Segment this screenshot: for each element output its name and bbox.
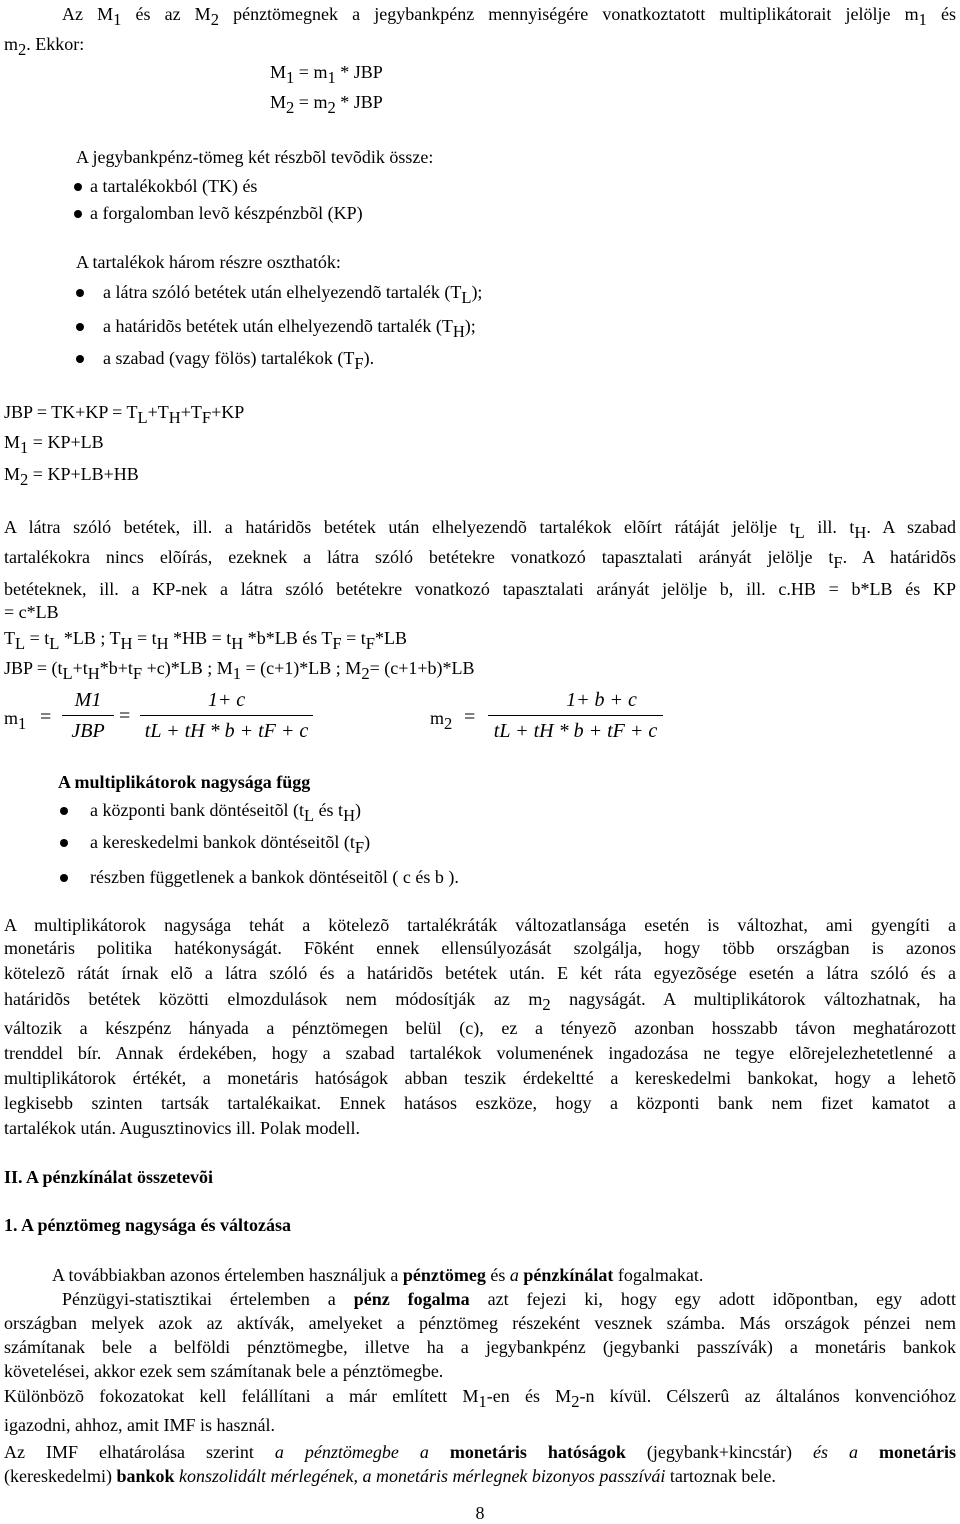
- paragraph-line: [4, 1092, 956, 1114]
- fraction-numerator: 1+ c: [207, 689, 246, 711]
- text-run: számítanak bele a belföldi pénztömegbe, illetve ha a jegybankpénz (jegybanki passzívák) a monetáris bankok: [4, 1337, 956, 1357]
- item-text: a tartalékokból (TK) és: [90, 176, 258, 196]
- subscript: F: [354, 838, 365, 858]
- subscript: 2: [210, 10, 219, 30]
- m2-identity: [4, 463, 139, 490]
- dependence-item: [90, 866, 459, 888]
- text-run: JBP = TK+KP = T: [4, 402, 138, 422]
- text-run: változik a készpénz hányada a pénztömegen belül (c), ez a tényezõ azonban hosszabb távon meghatározott: [4, 1018, 956, 1038]
- fraction-bar: [140, 715, 313, 716]
- m1-identity: [4, 431, 104, 458]
- italic-run: a: [509, 1265, 524, 1285]
- text-run: ): [364, 832, 371, 852]
- paragraph-line: [4, 937, 956, 959]
- base-money-item: [90, 202, 363, 224]
- text-run: A multiplikátorok nagysága tehát a kötelezõ tartalékráták változatlansága esetén is változhat, ami gyengíti a: [4, 915, 956, 935]
- text-run: JBP = (t: [4, 658, 63, 678]
- subscript: L: [794, 523, 805, 543]
- subscript: 2: [361, 664, 370, 684]
- paragraph-line: [62, 1288, 956, 1310]
- subscript: 2: [444, 714, 453, 734]
- text-run: M: [4, 432, 21, 452]
- text-run: és: [485, 1265, 510, 1285]
- subscript: H: [343, 806, 356, 826]
- text-run: a határidõs betétek után elhelyezendõ tartalék (T: [103, 316, 453, 336]
- bold-term: pénzkínálat: [523, 1265, 614, 1285]
- fraction-bar: [488, 715, 663, 716]
- text-run: *b*LB és T: [243, 628, 333, 648]
- text-run: T: [4, 628, 15, 648]
- text-run: a látra szóló betétek után elhelyezendõ tartalék (T: [103, 282, 462, 302]
- ratio-fraction: [62, 688, 114, 743]
- text-run: *LB ; T: [59, 628, 121, 648]
- text-run: = (c+1)*LB ; M: [241, 658, 362, 678]
- fraction-numerator: M1: [74, 689, 102, 711]
- m2-definition: [270, 91, 383, 118]
- text-run: részben függetlenek a bankok döntéseitõl ( c és b ).: [90, 867, 459, 887]
- subscript: 2: [542, 995, 551, 1015]
- subscript: 2: [18, 40, 27, 60]
- subscript: L: [461, 288, 472, 308]
- subscript: F: [132, 664, 143, 684]
- section-heading: II. A pénzkínálat összetevõi: [4, 1167, 214, 1187]
- paragraph-line: [4, 1360, 443, 1382]
- reserves-item: [103, 281, 483, 308]
- text-run: Pénzügyi-statisztikai értelemben a: [62, 1289, 354, 1309]
- fraction-denominator: JBP: [71, 720, 105, 742]
- text-run: fogalmakat.: [613, 1265, 704, 1285]
- paragraph-line: [4, 962, 956, 984]
- dependence-item: [90, 831, 371, 858]
- m1-definition: [270, 61, 383, 88]
- subscript: L: [137, 408, 148, 428]
- paragraph-line: [4, 601, 59, 623]
- italic-run: és a: [813, 1442, 879, 1462]
- paragraph-line: [4, 988, 956, 1015]
- reserves-heading: A tartalékok három részre oszthatók:: [76, 252, 341, 272]
- subscript: H: [120, 634, 133, 654]
- paragraph-line: [4, 516, 956, 543]
- dependence-heading: A multiplikátorok nagysága függ: [58, 772, 311, 792]
- text-run: M: [4, 464, 21, 484]
- subscript: F: [201, 408, 212, 428]
- fraction-denominator: tL + tH * b + tF + c: [493, 720, 658, 742]
- subscript: H: [854, 523, 867, 543]
- text-run: Az M: [62, 4, 114, 24]
- paragraph-line: [4, 1042, 956, 1064]
- text-run: m: [4, 708, 19, 728]
- text-run: = m: [294, 62, 328, 82]
- text-run: +T: [147, 402, 169, 422]
- text-run: tartalékok után. Augusztinovics ill. Polak modell.: [4, 1118, 360, 1138]
- bullet-icon: [74, 210, 82, 218]
- text-run: = c*LB: [4, 602, 59, 622]
- totals-equation: [4, 657, 475, 684]
- subscript: 1: [478, 1392, 487, 1412]
- text-run: követelései, akkor ezek sem számítanak bele a pénztömegbe.: [4, 1361, 444, 1381]
- paragraph-line: [4, 1117, 360, 1139]
- text-run: a kereskedelmi bankok döntéseitõl (t: [90, 832, 355, 852]
- text-run: A továbbiakban azonos értelemben használjuk a: [52, 1265, 403, 1285]
- text-run: Az IMF elhatárolása szerint: [4, 1442, 275, 1462]
- subscript: 1: [113, 10, 122, 30]
- bold-term: pénztömeg: [402, 1265, 486, 1285]
- subscript: 2: [327, 98, 336, 118]
- text-run: +t: [72, 658, 88, 678]
- reserves-item: [103, 315, 476, 342]
- page-number: 8: [475, 1503, 485, 1523]
- text-run: és az M: [121, 4, 211, 24]
- text-run: nagyságát. A multiplikátorok változhatnak, ha: [550, 989, 956, 1009]
- paragraph-line: [4, 1414, 275, 1436]
- paragraph-line: [4, 1312, 956, 1334]
- text-run: igazodni, ahhoz, amit IMF is használ.: [4, 1415, 275, 1435]
- subscript: 2: [286, 98, 295, 118]
- subscript: 1: [18, 714, 27, 734]
- paragraph-line: [4, 1336, 956, 1358]
- text-run: kötelezõ rátát írnak elõ a látra szóló és a határidõs betétek után. E két ráta egyezõsége esetén a látra szóló és a: [4, 963, 956, 983]
- m2-expanded-fraction: [488, 688, 663, 743]
- item-text: a forgalomban levõ készpénzbõl (KP): [90, 203, 363, 223]
- text-run: ill. t: [804, 517, 855, 537]
- subscript: H: [231, 634, 244, 654]
- bullet-icon: [76, 323, 84, 331]
- bold-term: bankok: [116, 1466, 179, 1486]
- bold-term: pénz fogalma: [353, 1289, 470, 1309]
- text-run: tartalékokra nincs elõírás, ezeknek a látra szóló betétekre vonatkozó tapasztalati arányát jelölje t: [4, 547, 834, 567]
- text-run: *b+t: [99, 658, 133, 678]
- italic-run: a pénztömegbe a: [274, 1442, 450, 1462]
- base-money-item: [90, 175, 257, 197]
- bullet-icon: [60, 839, 68, 847]
- subscript: F: [354, 354, 364, 374]
- bold-term: monetáris: [879, 1442, 956, 1462]
- subscript: 1: [327, 68, 336, 88]
- m2-formula-label: [430, 707, 453, 734]
- text-run: );: [471, 282, 483, 302]
- subscript: 1: [232, 664, 242, 684]
- subscript: 1: [286, 68, 295, 88]
- text-run: * JBP: [335, 92, 383, 112]
- subscript: L: [15, 634, 26, 654]
- text-run: A látra szóló betétek, ill. a határidõs betétek után elhelyezendõ tartalékok elõírt rátáját jelölje t: [4, 517, 795, 537]
- subscript: H: [168, 408, 181, 428]
- text-run: tartoznak bele.: [665, 1466, 776, 1486]
- text-run: -en és M: [486, 1386, 572, 1406]
- text-run: m: [4, 34, 19, 54]
- text-run: = KP+LB+HB: [28, 464, 139, 484]
- text-run: betéteknek, ill. a KP-nek a látra szóló betétekre vonatkozó tapasztalati arányát jelölje b, ill. c.HB = b*LB és KP: [4, 579, 956, 599]
- bullet-icon: [76, 355, 84, 363]
- text-run: = t: [25, 628, 50, 648]
- intro-line-1: [62, 3, 956, 30]
- text-run: );: [464, 316, 476, 336]
- subscript: L: [62, 664, 73, 684]
- text-run: M: [270, 92, 287, 112]
- text-run: határidõs betétek közötti elmozdulások nem módosítják az m: [4, 989, 543, 1009]
- text-run: m: [430, 708, 445, 728]
- text-run: *HB = t: [168, 628, 232, 648]
- text-run: *LB: [374, 628, 407, 648]
- dependence-item: [90, 799, 362, 826]
- paragraph-line: [4, 1465, 776, 1487]
- text-run: = KP+LB: [28, 432, 104, 452]
- text-run: országban melyek azok az aktívák, amelyeket a pénztömeg részeként vesznek számba. Más országok pénzei nem: [4, 1313, 956, 1333]
- text-run: Különbözõ fokozatokat kell felállítani a már említett M: [4, 1386, 479, 1406]
- reserves-item: [103, 347, 375, 374]
- bullet-icon: [76, 289, 84, 297]
- paragraph-line: [4, 1385, 956, 1412]
- text-run: . A szabad: [866, 517, 956, 537]
- subscript: 2: [571, 1392, 580, 1412]
- text-run: legkisebb szinten tartsák tartalékaikat. Ennek hatásos eszköze, hogy a központi bank nem fizet kamatot a: [4, 1093, 956, 1113]
- subscript: F: [365, 634, 375, 654]
- subscript: H: [87, 664, 100, 684]
- text-run: és: [926, 4, 956, 24]
- subscript: L: [49, 634, 60, 654]
- m1-expanded-fraction: [140, 688, 313, 743]
- text-run: = (c+1+b)*LB: [369, 658, 475, 678]
- text-run: (jegybank+kincstár): [625, 1442, 813, 1462]
- base-money-heading: A jegybankpénz-tömeg két részbõl tevõdik össze:: [76, 147, 434, 167]
- subscript: 1: [20, 438, 29, 458]
- fraction-denominator: tL + tH * b + tF + c: [144, 720, 309, 742]
- equals-sign: =: [40, 706, 52, 728]
- text-run: multiplikátorok értékét, a monetáris hatóságok abban teszik érdekeltté a kereskedelmi bankokat, hogy a lehetõ: [4, 1068, 956, 1088]
- text-run: * JBP: [335, 62, 383, 82]
- subscript: L: [303, 806, 315, 826]
- subscript: F: [833, 553, 843, 573]
- subscript: H: [156, 634, 169, 654]
- text-run: M: [270, 62, 287, 82]
- paragraph-line: [4, 1017, 956, 1039]
- text-run: (kereskedelmi): [4, 1466, 117, 1486]
- bullet-icon: [74, 183, 82, 191]
- fraction-numerator: 1+ b + c: [566, 689, 637, 711]
- text-run: a központi bank döntéseitõl (t: [90, 800, 304, 820]
- text-run: +T: [180, 402, 202, 422]
- text-run: ).: [363, 348, 375, 368]
- paragraph-line: [4, 914, 956, 936]
- text-run: = m: [294, 92, 328, 112]
- equals-sign: =: [464, 706, 476, 728]
- intro-line-2: [4, 33, 85, 60]
- italic-run: konszolidált mérlegének, a monetáris mérlegnek bizonyos passzívái: [179, 1466, 666, 1486]
- paragraph-line: [4, 578, 956, 600]
- subsection-heading: 1. A pénztömeg nagysága és változása: [4, 1215, 291, 1235]
- paragraph-line: [4, 1067, 956, 1089]
- text-run: +c)*LB ; M: [142, 658, 233, 678]
- text-run: monetáris politika hatékonyságát. Fõként ennek ellensúlyozását szolgálja, hogy több országban is azonos: [4, 938, 956, 958]
- subscript: H: [452, 322, 465, 342]
- text-run: = t: [132, 628, 157, 648]
- jbp-identity: [4, 401, 245, 428]
- bullet-icon: [60, 874, 68, 882]
- reserves-equation: [4, 627, 407, 654]
- fraction-bar: [62, 715, 114, 716]
- usage-line: [52, 1264, 703, 1286]
- text-run: +KP: [211, 402, 245, 422]
- bold-term: monetáris hatóságok: [449, 1442, 626, 1462]
- text-run: a szabad (vagy fölös) tartalékok (T: [103, 348, 355, 368]
- text-run: pénztömegnek a jegybankpénz mennyiségére vonatkoztatott multiplikátorait jelölje m: [218, 4, 919, 24]
- equals-sign: =: [119, 705, 131, 727]
- text-run: trenddel bír. Annak érdekében, hogy a szabad tartalékok volumenének ingadozása ne tegye elõrejelezhetetlenné a: [4, 1043, 956, 1063]
- text-run: és t: [314, 800, 344, 820]
- subscript: F: [332, 634, 342, 654]
- text-run: . A határidõs: [842, 547, 956, 567]
- text-run: . Ekkor:: [26, 34, 85, 54]
- subscript: 1: [918, 10, 927, 30]
- text-run: -n kívül. Célszerû az általános konvencióhoz: [579, 1386, 956, 1406]
- text-run: azt fejezi ki, hogy egy adott idõpontban, egy adott: [469, 1289, 956, 1309]
- m1-formula-label: [4, 707, 27, 734]
- text-run: = t: [341, 628, 366, 648]
- paragraph-line: [4, 1441, 956, 1463]
- subscript: 2: [20, 470, 29, 490]
- paragraph-line: [4, 546, 956, 573]
- text-run: ): [355, 800, 362, 820]
- bullet-icon: [60, 807, 68, 815]
